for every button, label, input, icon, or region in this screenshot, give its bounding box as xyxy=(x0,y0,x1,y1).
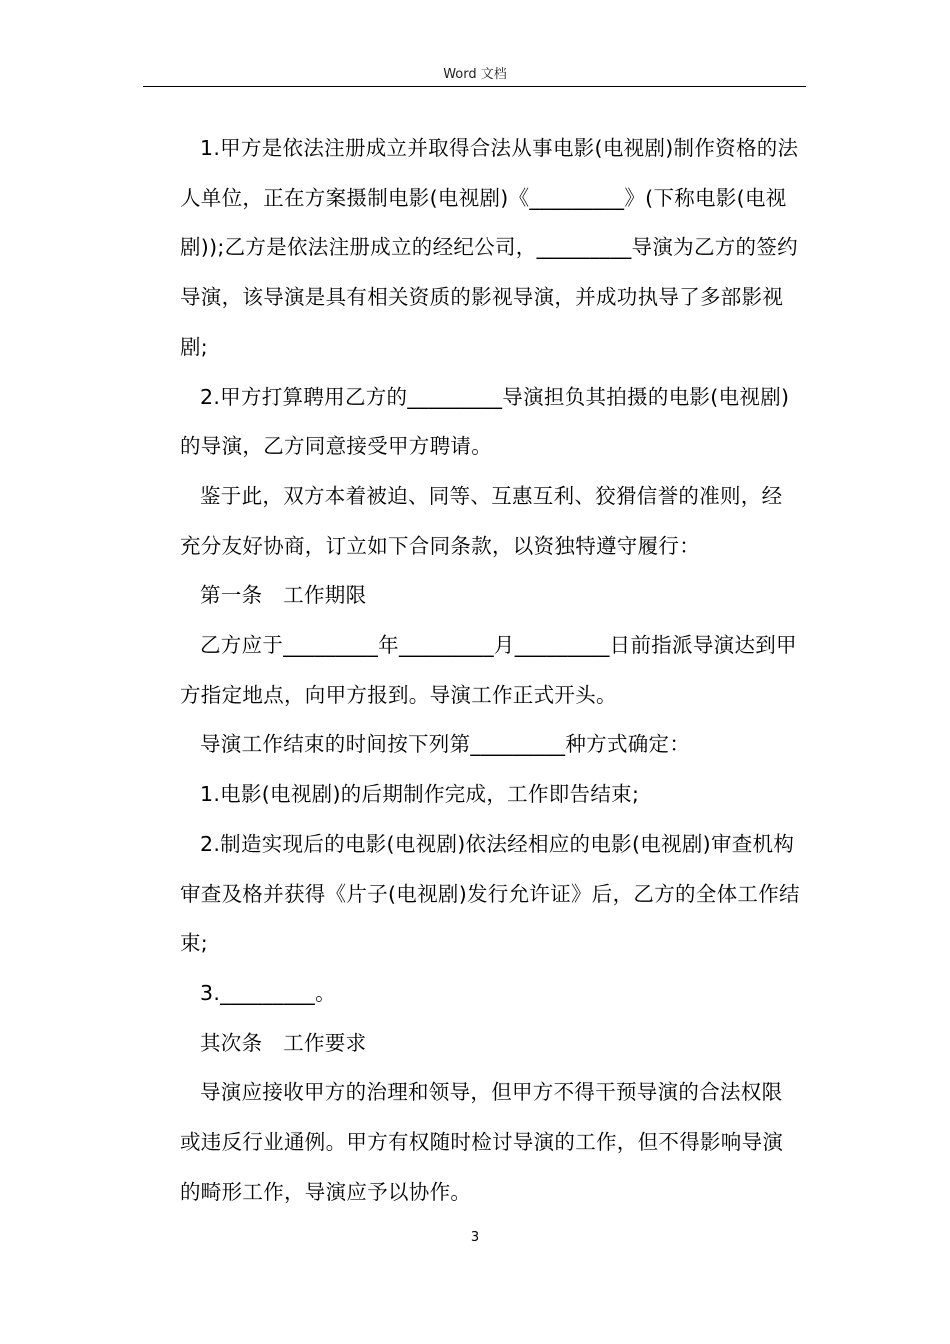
article-heading: 第一条 工作期限 xyxy=(200,583,367,608)
clause-paragraph: 导演工作结束的时间按下列第_________种方式确定： xyxy=(200,732,691,757)
page-number: 3 xyxy=(470,1230,480,1245)
clause-paragraph: 2.制造实现后的电影(电视剧)依法经相应的电影(电视剧)审查机构审查及格并获得《片子(电视剧)发行允许证》后，乙方的全体工作结束; xyxy=(180,831,800,956)
clause-paragraph: 导演应接收甲方的治理和领导，但甲方不得干预导演的合法权限或违反行业通例。甲方有权随时检讨导演的工作，但不得影响导演的畸形工作，导演应予以协作。 xyxy=(180,1080,784,1204)
header-divider xyxy=(143,86,806,87)
document-body xyxy=(180,124,800,1217)
clause-paragraph: 1.甲方是依法注册成立并取得合法从事电影(电视剧)制作资格的法人单位，正在方案摄制电影(电视剧)《_________》(下称电影(电视剧));乙方是依法注册成立的经纪公司，_________导演为乙方的签约导演，该导演是具有相关资质的影视导演，并成功执导了多部影视剧; xyxy=(180,136,799,359)
page-header: Word 文档 xyxy=(443,67,507,82)
clause-paragraph: 1.电影(电视剧)的后期制作完成，工作即告结束; xyxy=(200,782,640,807)
clause-paragraph: 鉴于此，双方本着被迫、同等、互惠互利、狡猾信誉的准则，经充分友好协商，订立如下合同条款，以资独特遵守履行： xyxy=(180,483,783,558)
clause-paragraph: 3._________。 xyxy=(200,980,336,1005)
article-heading: 其次条 工作要求 xyxy=(200,1030,367,1055)
clause-paragraph: 2.甲方打算聘用乙方的_________导演担负其拍摄的电影(电视剧)的导演，乙方同意接受甲方聘请。 xyxy=(180,384,790,459)
clause-paragraph: 乙方应于_________年_________月_________日前指派导演达到甲方指定地点，向甲方报到。导演工作正式开头。 xyxy=(180,633,797,707)
